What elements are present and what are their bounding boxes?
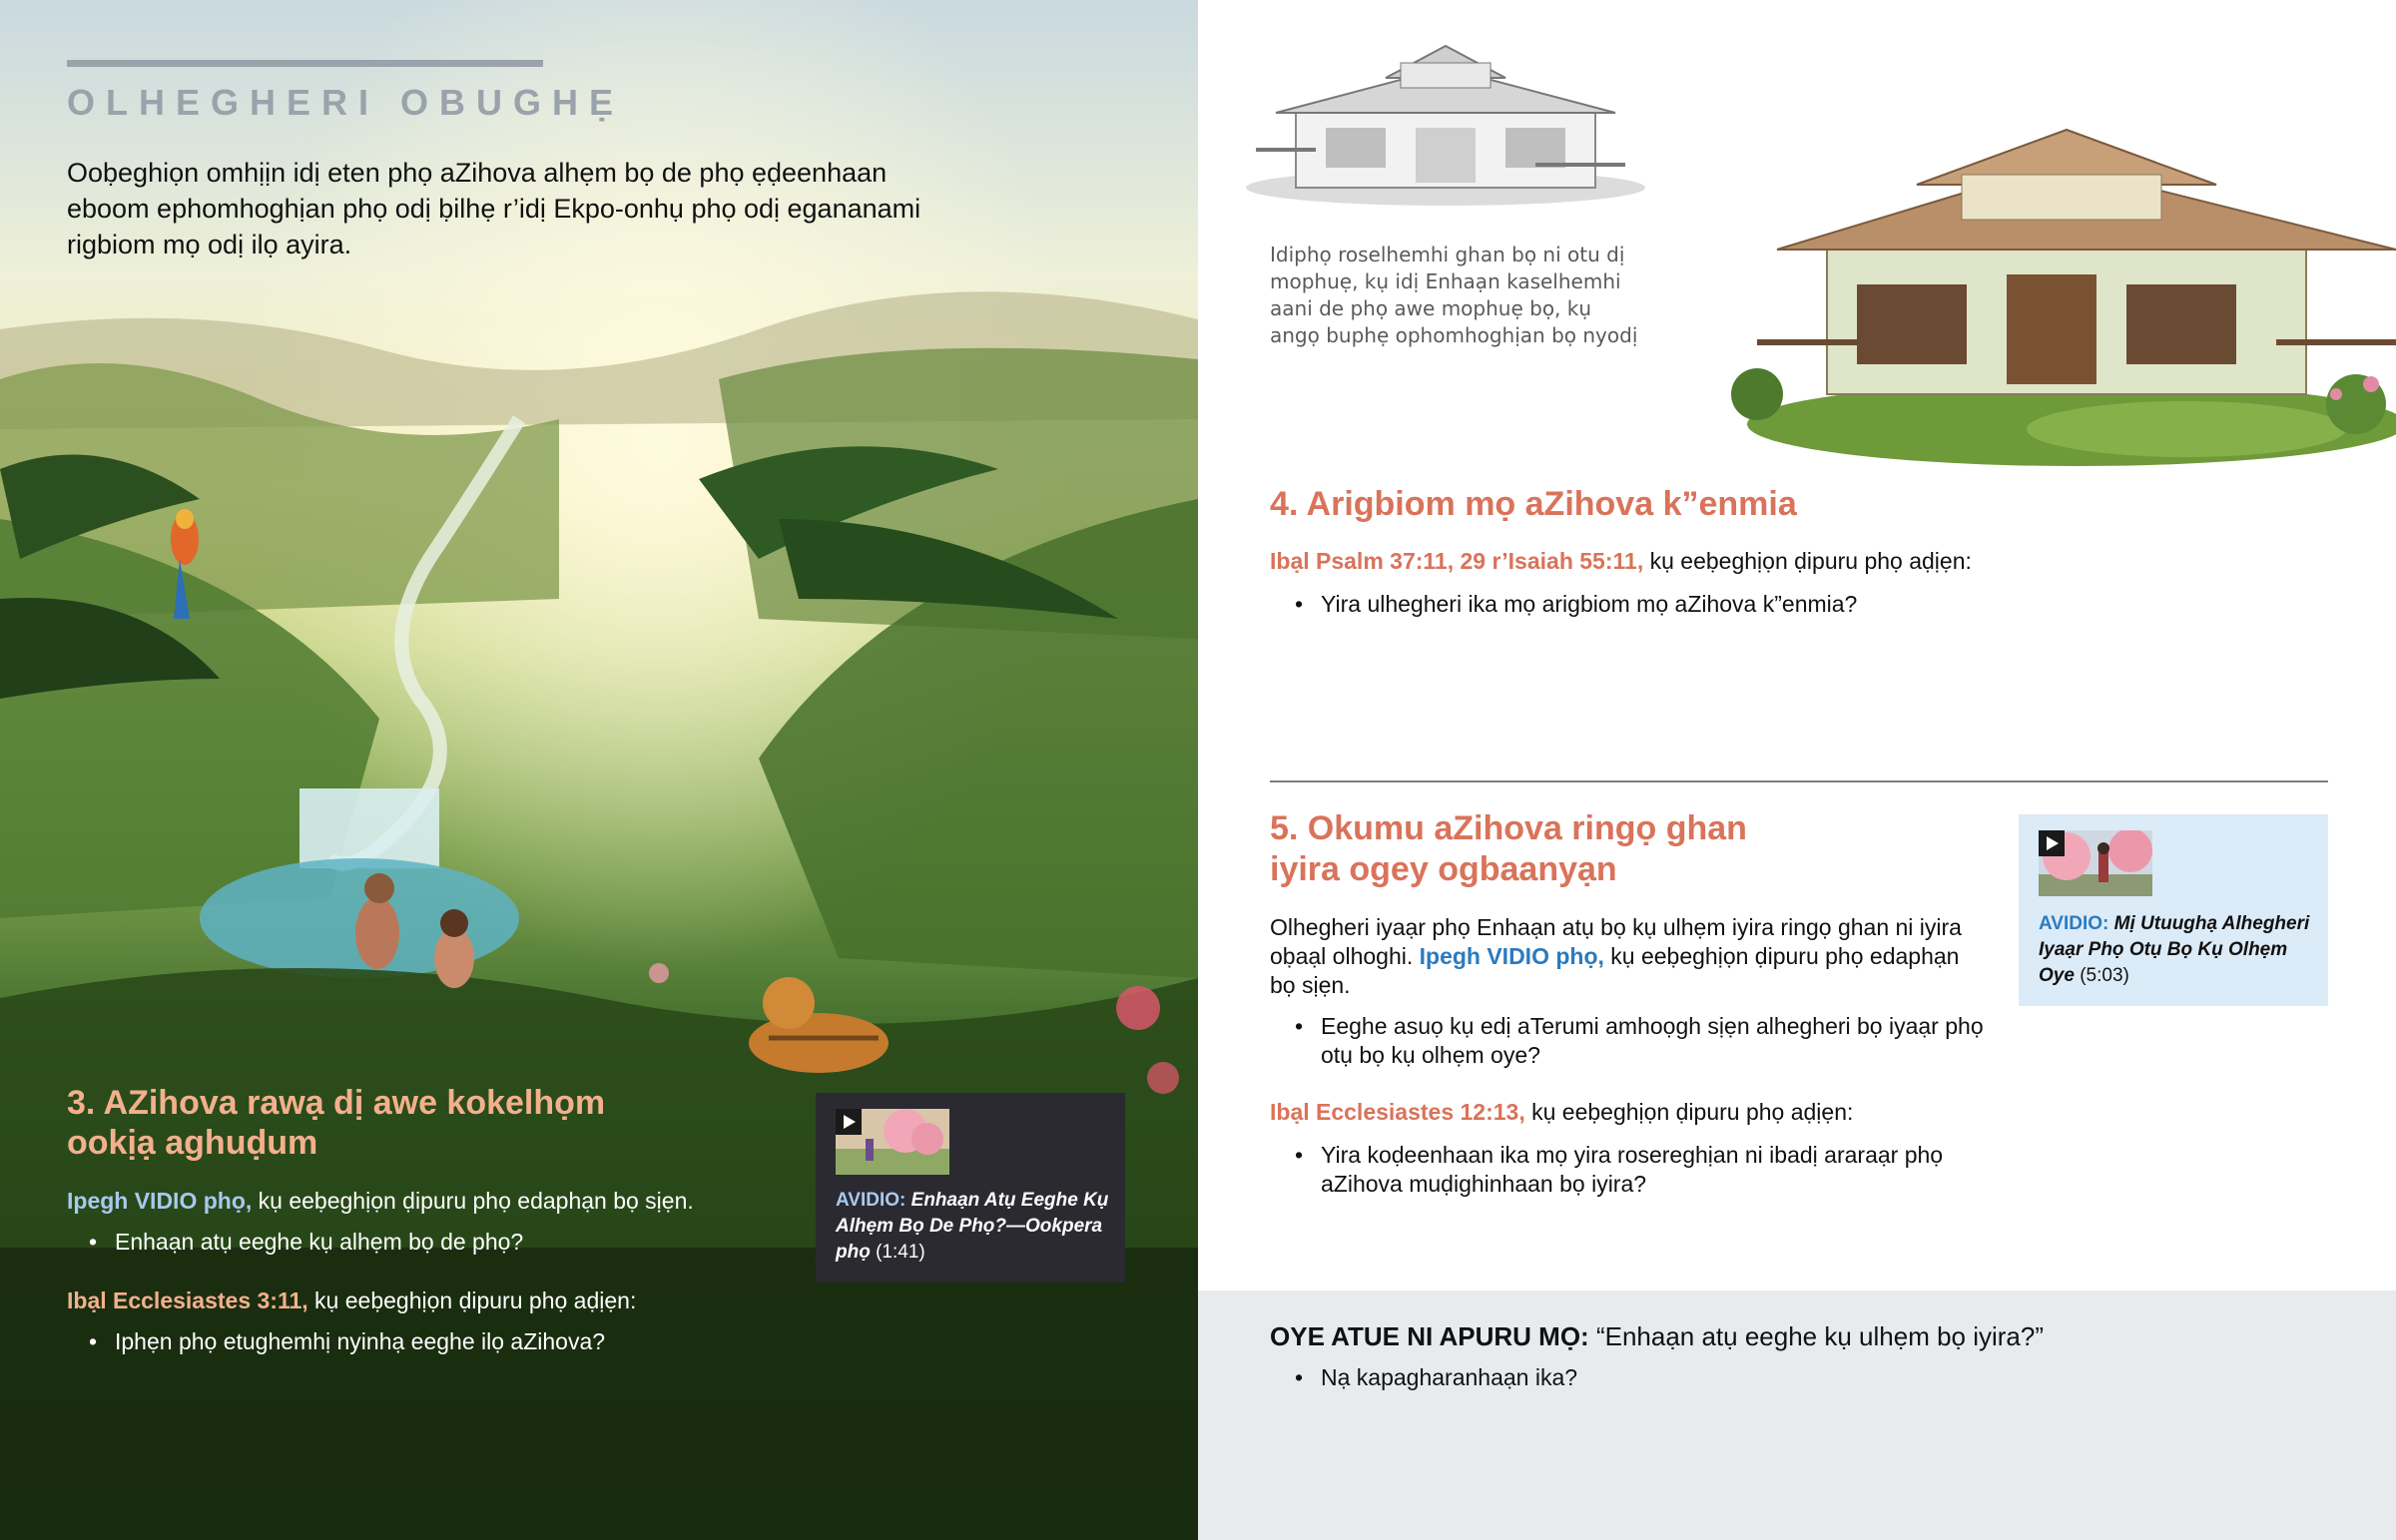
right-page [1198, 0, 2396, 1540]
video-title-line-3: Oye [2039, 965, 2075, 986]
video-thumbnail[interactable] [2039, 830, 2152, 896]
section-5-bullet-1 [1293, 1012, 2012, 1070]
section-5-heading-line-2: iyira ogey ogbaanyạn [1270, 850, 1617, 888]
section-4-paragraph-1 [1270, 547, 1972, 576]
title-rule [67, 60, 543, 67]
section-3-bullet-1: • Enhaạn atụ eeghe kụ alhẹm bọ de phọ? [87, 1228, 523, 1257]
section-5-bullet-2 [1293, 1141, 2012, 1199]
play-video-link[interactable]: Ipegh VIDIO phọ, [67, 1188, 253, 1214]
section-5-heading [1270, 808, 1747, 890]
section-3-paragraph-1-text: kụ eeḅeghịọn ḍipuru phọ edaphạn bọ sịẹn. [252, 1188, 694, 1214]
footer-bullet-1: • Nạ kapagharanhaạn ika? [1293, 1363, 1577, 1392]
section-4-bullet-1: • Yira ulhegheri ika mọ arigbiom mọ aZihova k”enmia? [1293, 590, 1857, 619]
section-3-heading-line-1: 3. AZihova rawạ dị awe kokelhọm [67, 1084, 606, 1122]
footer-question [1270, 1319, 2044, 1353]
video-tag: AVIDIO: [2039, 913, 2109, 934]
section-5-paragraph-1 [1270, 913, 1999, 1000]
illustration-caption: Idiphọ roselhemhi ghan bọ ni otu dị mophuẹ, kụ idị Enhaạn kaselhemhi aani de phọ awe mophuẹ bọ, kụ angọ buphẹ ophomhoghịan bọ nyodị [1270, 243, 1638, 347]
video-title: Enhaạn Atụ Eeghe Kụ Alhẹm Bọ De Phọ?—Ookpera phọ [836, 1190, 1109, 1263]
section-5-paragraph-1-line-1: Olhegheri iyaạr phọ Enhaạn atụ bọ kụ ulhẹm iyira ringọ ghan ni iyira [1270, 914, 1962, 940]
scripture-reference: Ibạl Ecclesiastes 3:11, [67, 1287, 308, 1313]
section-kicker: OLHEGHERI OBUGHẸ [67, 82, 625, 123]
section-5-paragraph-2-text: kụ eeḅeghịọn ḍipuru phọ aḍịẹn: [1524, 1099, 1854, 1125]
section-5-bullet-2-line-2: aZihova muḍighinhaan bọ iyira? [1321, 1171, 1647, 1197]
section-3-bullet-2: • Iphẹn phọ etughemhị nyinhạ eeghe ilọ aZihova? [87, 1327, 605, 1356]
section-4-heading: 4. Arigbiom mọ aZihova k”enmia [1270, 485, 1797, 523]
section-5-paragraph-1-line-2b: kụ eeḅeghịọn ḍipuru phọ edaphạn [1603, 943, 1960, 969]
section-3-paragraph-2 [67, 1285, 806, 1315]
section-divider [1270, 780, 2328, 782]
video-card-section-3[interactable] [816, 1093, 1125, 1283]
section-5-bullet-1-line-2: otụ bọ kụ olhẹm oye? [1321, 1042, 1540, 1068]
video-duration: (1:41) [870, 1242, 925, 1263]
section-3-heading [67, 1083, 706, 1163]
section-5-paragraph-1-line-2a: oḅaạl olhoghi. [1270, 943, 1420, 969]
play-icon[interactable] [836, 1109, 862, 1135]
section-5-bullet-2-line-1: Yira koḍeenhaan ika mọ yira rosereghịan ni ibadị araraạr phọ [1321, 1142, 1944, 1168]
video-duration: (5:03) [2074, 965, 2129, 986]
play-video-link[interactable]: Ipegh VIDIO phọ, [1419, 943, 1604, 969]
section-3-paragraph-1 [67, 1186, 806, 1216]
scripture-reference: Ibạl Ecclesiastes 12:13, [1270, 1099, 1525, 1125]
play-icon[interactable] [2039, 830, 2065, 856]
section-5-paragraph-2 [1270, 1098, 1853, 1127]
section-5-bullet-1-line-1: Eeghe asuọ kụ edị aTerumi amhoọgh sịẹn alhegheri bọ iyaạr phọ [1321, 1013, 1984, 1039]
video-tag: AVIDIO: [836, 1190, 906, 1211]
section-4-paragraph-1-text: kụ eeḅeghịọn ḍipuru phọ aḍịẹn: [1643, 548, 1972, 574]
house-sketch-illustration [1236, 38, 1655, 208]
video-title-line-2: Iyaạr Phọ Otụ Bọ Kụ Olhẹm [2039, 939, 2288, 960]
section-3-paragraph-2-text: kụ eeḅeghịọn ḍipuru phọ aḍịẹn: [307, 1287, 637, 1313]
intro-paragraph: Ooḅeghiọn omhịịn idị eten phọ aZihova alhẹm bọ de phọ ẹḍeenhaan eboom ephomhoghịan phọ odị ḅilhẹ r’idị Ekpo-onhụ phọ odị egananami rigbiom mọ odị ilọ ayira. [67, 158, 921, 259]
house-finished-illustration [1717, 125, 2396, 469]
scripture-reference: Ibạl Psalm 37:11, 29 r’Isaiah 55:11, [1270, 548, 1644, 574]
video-caption[interactable] [836, 1188, 1110, 1266]
footer-question-text: “Enhaạn atụ eeghe kụ ulhẹm bọ iyira?” [1588, 1321, 2045, 1351]
video-card-section-5[interactable] [2019, 814, 2328, 1006]
footer-question-label: OYE ATUE NI APURU MỌ: [1270, 1321, 1589, 1351]
video-caption[interactable] [2039, 911, 2318, 989]
video-thumbnail[interactable] [836, 1109, 949, 1175]
section-5-heading-line-1: 5. Okumu aZihova ringọ ghan [1270, 809, 1747, 847]
video-title-line-1: Mị Utuughạ Alhegheri [2108, 913, 2310, 934]
section-3-heading-line-2: ookịạ aghuḍum [67, 1124, 318, 1162]
section-5-paragraph-1-line-3: bọ sịẹn. [1270, 972, 1351, 998]
